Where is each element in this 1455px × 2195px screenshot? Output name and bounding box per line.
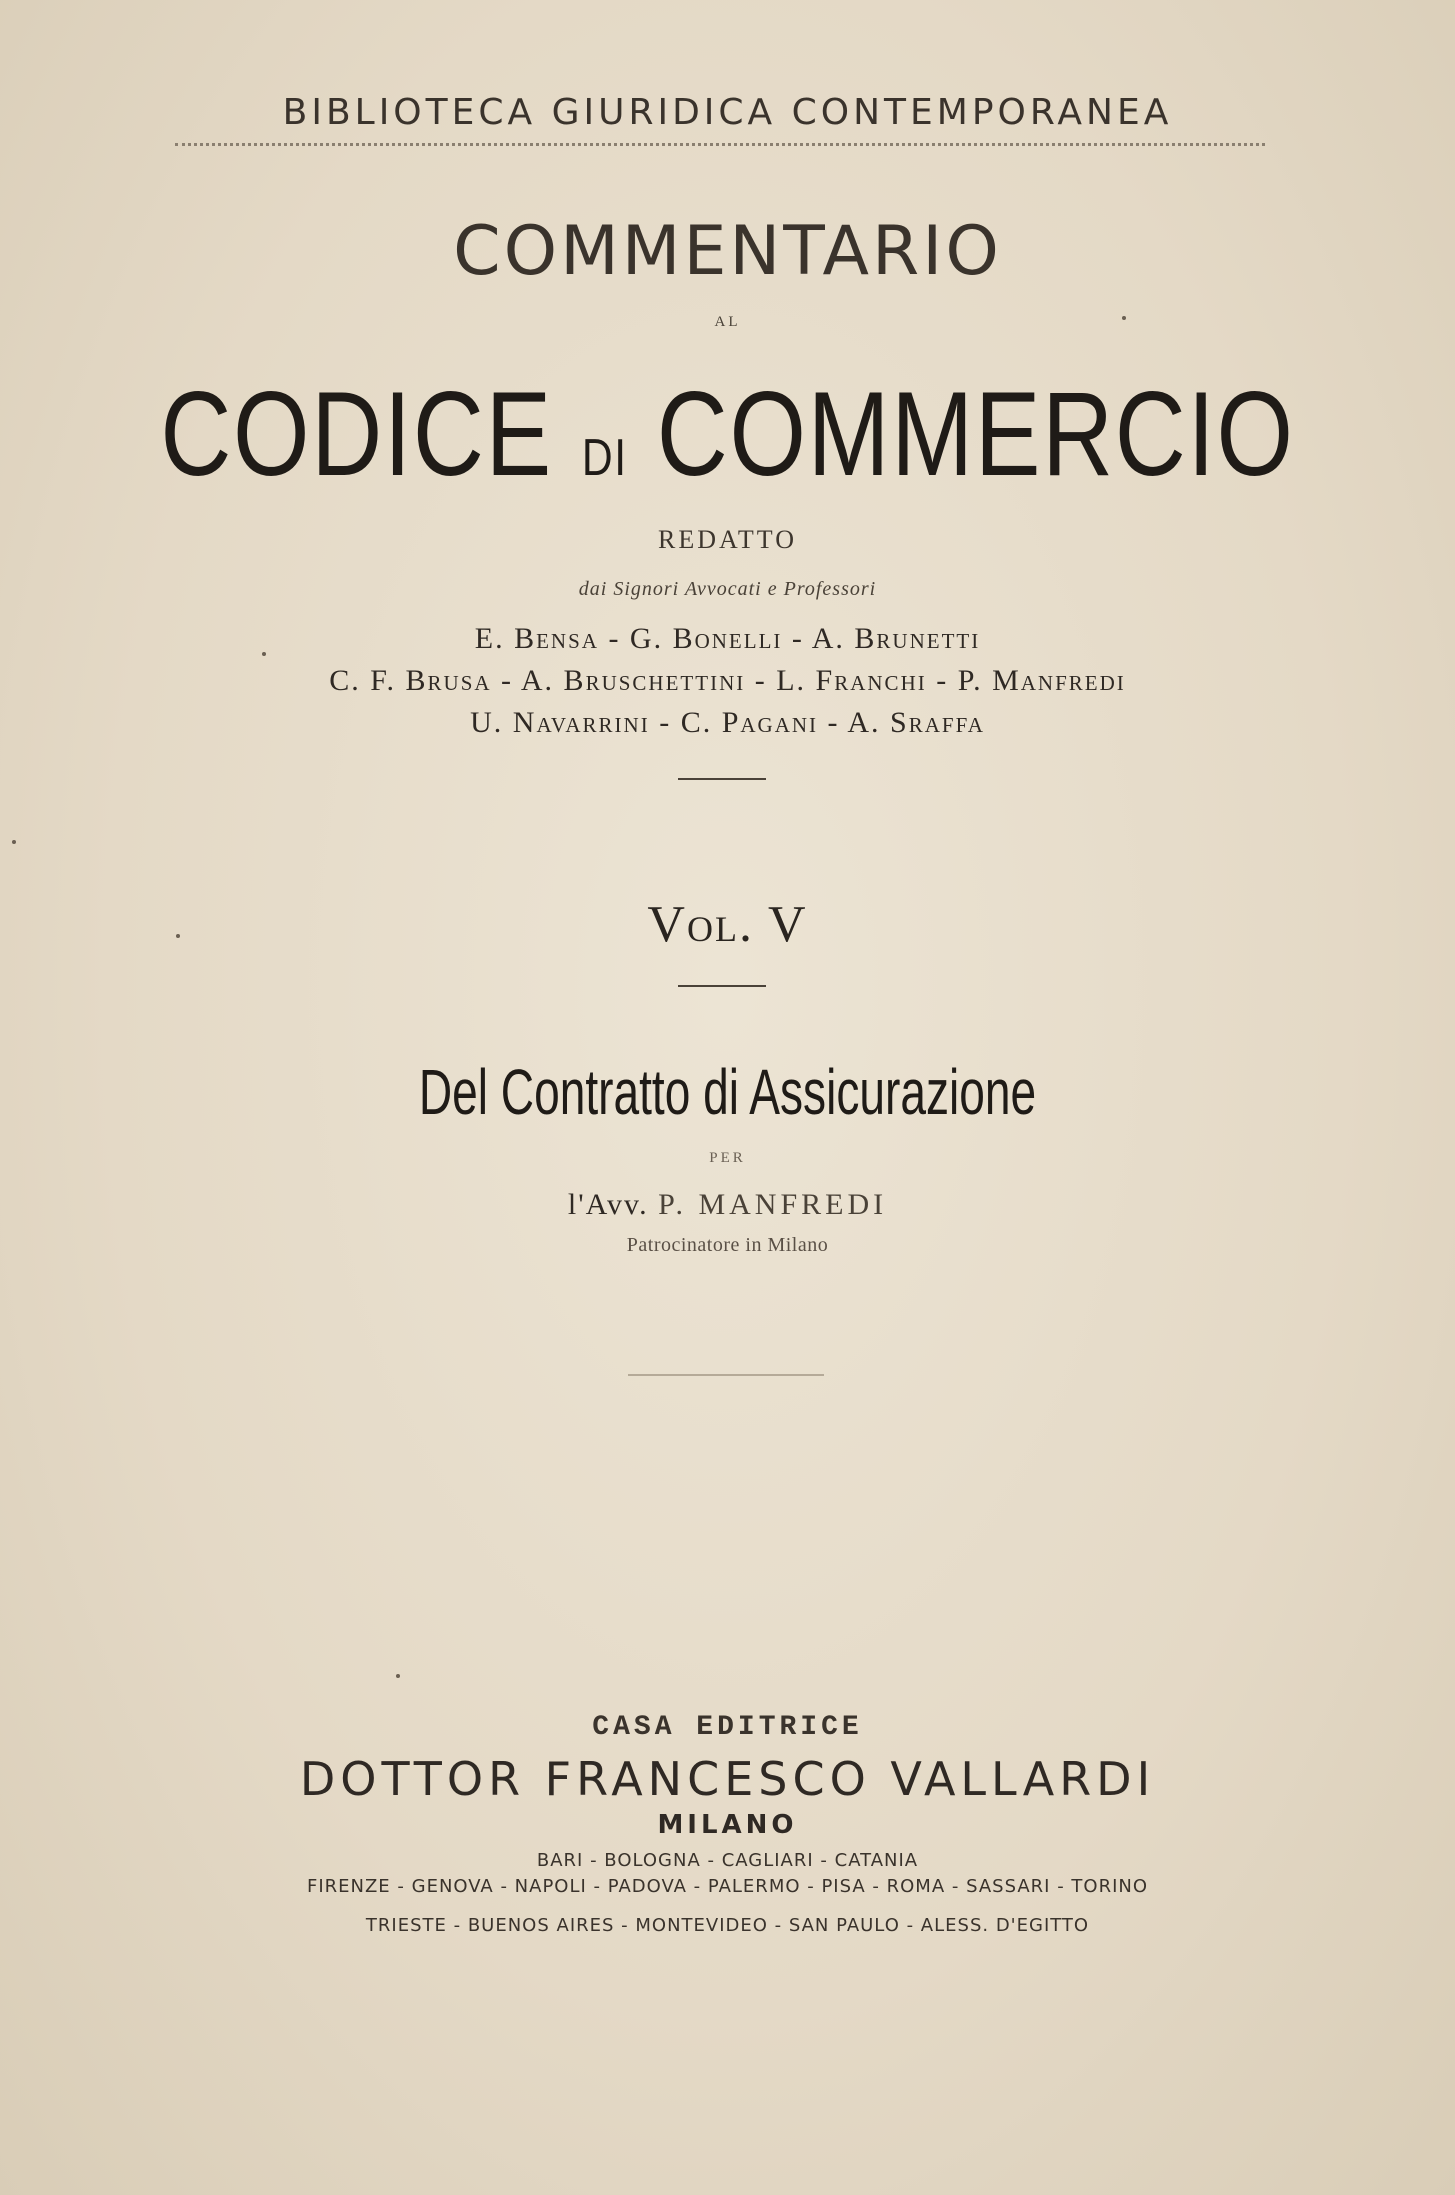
main-title-di: DI — [581, 429, 628, 487]
author-name: P. MANFREDI — [658, 1188, 888, 1221]
divider-short-2 — [678, 985, 766, 987]
series-title: BIBLIOTECA GIURIDICA CONTEMPORANEA — [282, 92, 1173, 133]
author-role: Patrocinatore in Milano — [626, 1234, 829, 1256]
publisher-house-label: CASA EDITRICE — [592, 1712, 863, 1743]
volume-label: Vol. V — [647, 896, 808, 953]
per-label: PER — [709, 1150, 746, 1166]
author-prefix: l'Avv. — [567, 1188, 649, 1221]
publisher-name: DOTTOR FRANCESCO VALLARDI — [299, 1752, 1156, 1806]
title-commentario: COMMENTARIO — [453, 212, 1002, 291]
paper-speck — [176, 934, 180, 938]
signori-line: dai Signori Avvocati e Professori — [578, 578, 877, 600]
publisher-city: MILANO — [657, 1810, 798, 1840]
divider-short-1 — [678, 778, 766, 780]
branches-line-3: TRIESTE - BUENOS AIRES - MONTEVIDEO - SAN PAULO - ALESS. D'EGITTO — [365, 1915, 1090, 1936]
main-title — [131, 365, 1324, 503]
authors-line-1: E. Bensa - G. Bonelli - A. Brunetti — [474, 622, 981, 655]
paper-speck — [1122, 316, 1126, 320]
volume-subject: Del Contratto di Assicurazione — [418, 1056, 1037, 1128]
dotted-divider — [175, 143, 1265, 146]
branches-line-1: BARI - BOLOGNA - CAGLIARI - CATANIA — [536, 1850, 919, 1871]
paper-speck — [262, 652, 266, 656]
title-connector: AL — [714, 314, 741, 330]
redatto-label: REDATTO — [658, 525, 797, 554]
volume-author — [0, 1188, 1455, 1222]
paper-speck — [396, 1674, 400, 1678]
main-title-part-a: CODICE — [160, 367, 553, 501]
paper-speck — [12, 840, 16, 844]
divider-thin — [628, 1374, 824, 1376]
main-title-part-b: COMMERCIO — [656, 367, 1295, 501]
branches-line-2: FIRENZE - GENOVA - NAPOLI - PADOVA - PALERMO - PISA - ROMA - SASSARI - TORINO — [306, 1876, 1149, 1897]
authors-line-2: C. F. Brusa - A. Bruschettini - L. Franchi - P. Manfredi — [329, 664, 1126, 697]
authors-line-3: U. Navarrini - C. Pagani - A. Sraffa — [470, 706, 985, 739]
